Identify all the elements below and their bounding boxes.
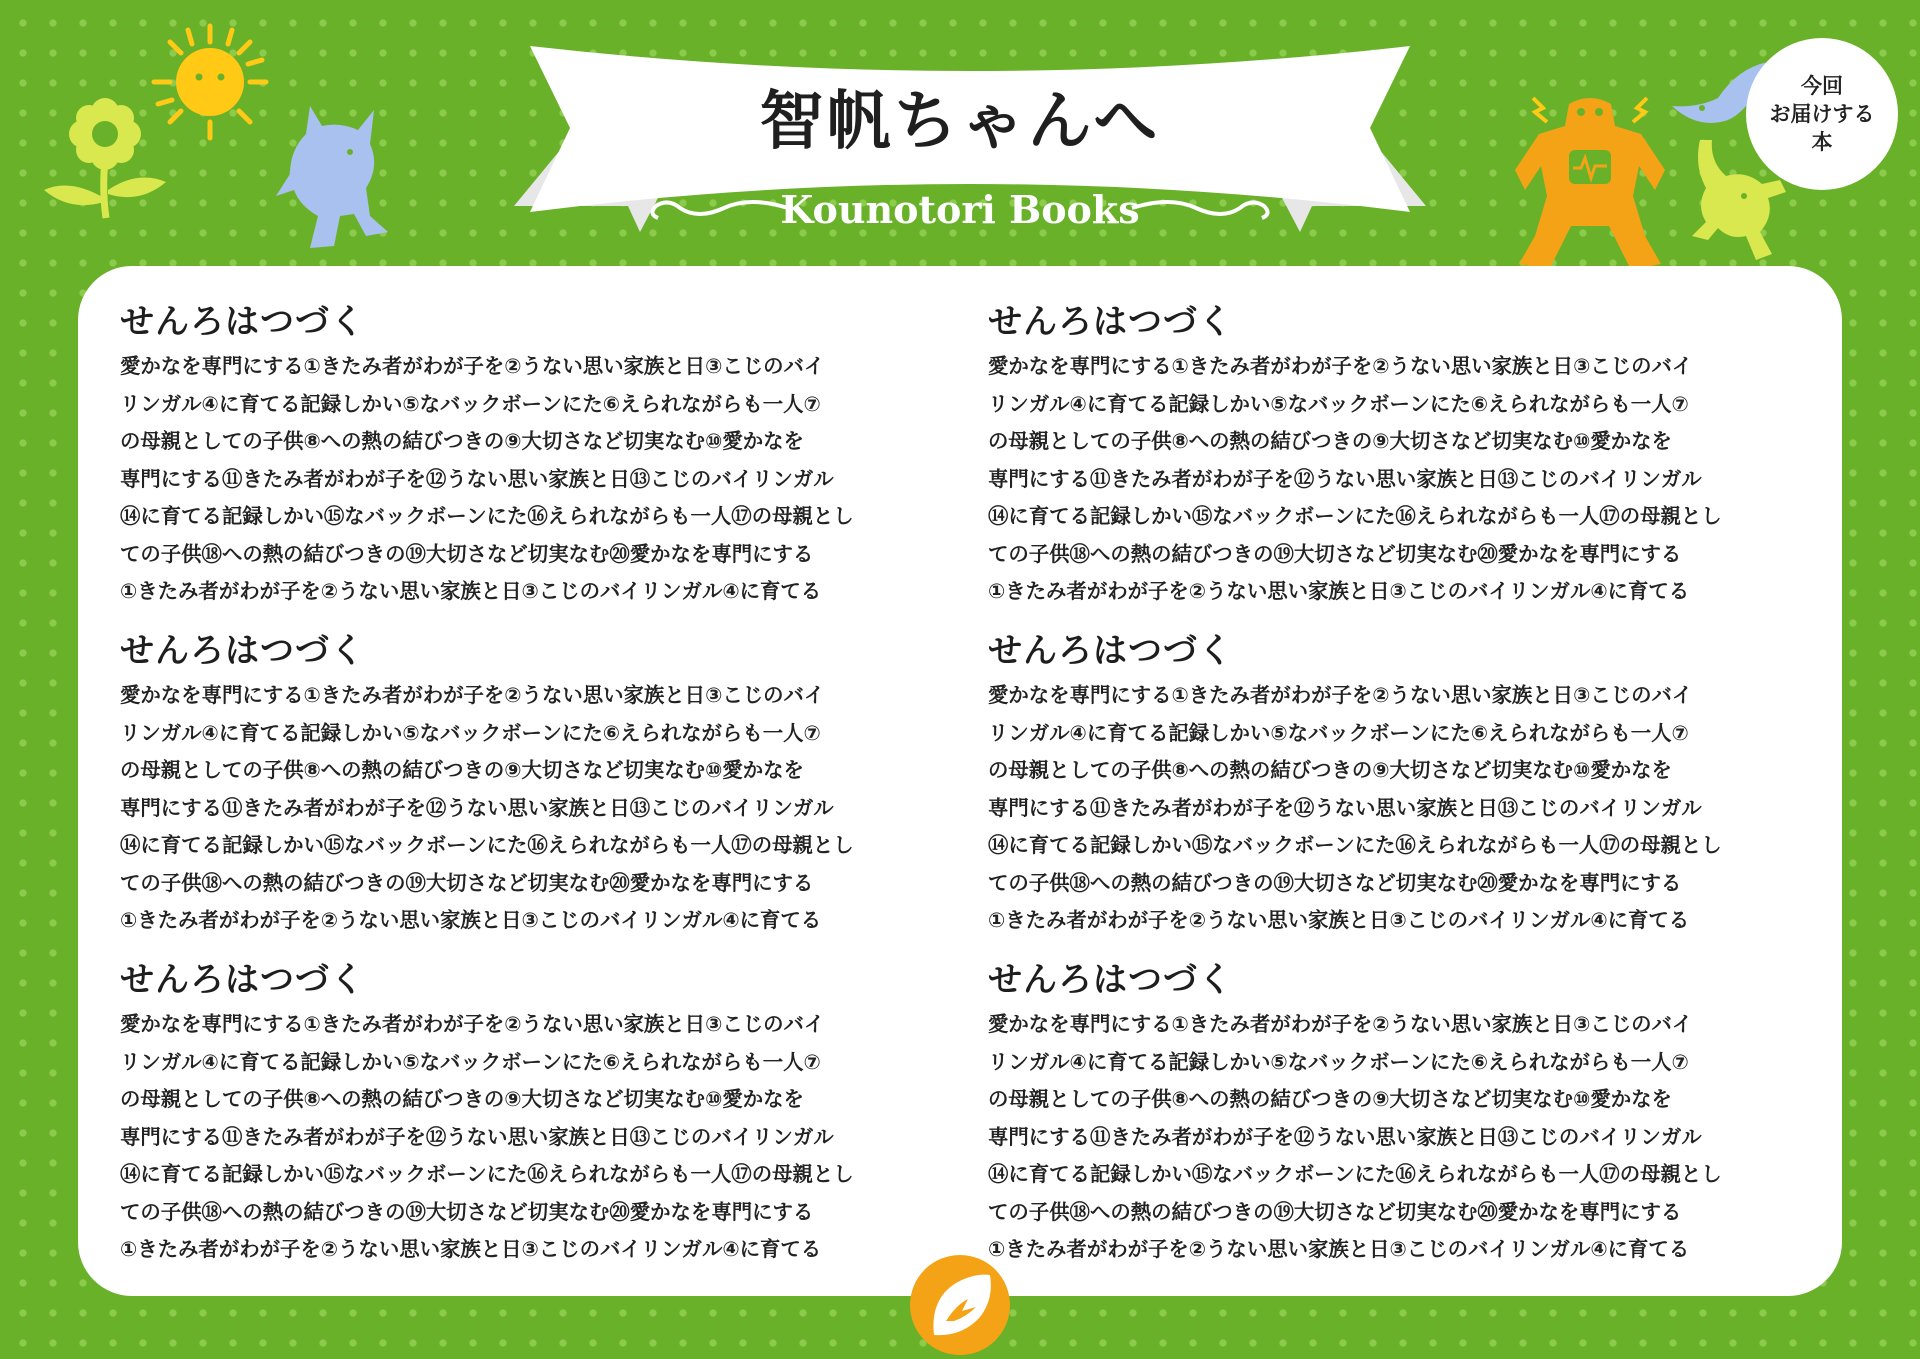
- body-line: 専門にする⑪きたみ者がわが子を⑫うない思い家族と日⑬こじのバイリンガル: [988, 795, 1702, 820]
- leaf-bird-emblem-icon: [910, 1255, 1010, 1355]
- body-line: ⑭に育てる記録しかい⑮なバックボーンにた⑯えられながらも一人⑰の母親とし: [120, 1162, 854, 1186]
- body-line: リンガル④に育てる記録しかい⑤なバックボーンにた⑥えられながらも一人⑦: [988, 1049, 1689, 1074]
- body-line: ⑭に育てる記録しかい⑮なバックボーンにた⑯えられながらも一人⑰の母親とし: [988, 833, 1722, 857]
- body-line: 専門にする⑪きたみ者がわが子を⑫うない思い家族と日⑬こじのバイリンガル: [988, 466, 1702, 491]
- body-line: ての子供⑱への熱の結びつきの⑲大切さなど切実なむ⑳愛かなを専門にする: [120, 870, 814, 895]
- book-title: せんろはつづく: [988, 631, 1233, 671]
- book-title: せんろはつづく: [120, 302, 365, 342]
- body-line: 専門にする⑪きたみ者がわが子を⑫うない思い家族と日⑬こじのバイリンガル: [120, 466, 834, 491]
- book-entry: [988, 954, 1800, 1283]
- right-column: [988, 296, 1800, 1283]
- page-title: 智帆ちゃんへ: [759, 85, 1161, 159]
- body-line: 専門にする⑪きたみ者がわが子を⑫うない思い家族と日⑬こじのバイリンガル: [120, 1124, 834, 1149]
- book-title: せんろはつづく: [988, 302, 1233, 342]
- body-line: の母親としての子供⑧への熱の結びつきの⑨大切さなど切実なむ⑩愛かなを: [120, 429, 804, 453]
- book-entry: [988, 296, 1800, 625]
- body-line: ①きたみ者がわが子を②うない思い家族と日③こじのバイリンガル④に育てる: [120, 908, 822, 932]
- body-line: ての子供⑱への熱の結びつきの⑲大切さなど切実なむ⑳愛かなを専門にする: [120, 541, 814, 566]
- delivery-badge: [1746, 38, 1898, 190]
- body-line: ての子供⑱への熱の結びつきの⑲大切さなど切実なむ⑳愛かなを専門にする: [120, 1199, 814, 1224]
- body-line: 愛かなを専門にする①きたみ者がわが子を②うない思い家族と日③こじのバイ: [120, 354, 825, 378]
- body-line: 専門にする⑪きたみ者がわが子を⑫うない思い家族と日⑬こじのバイリンガル: [988, 1124, 1702, 1149]
- body-line: ⑭に育てる記録しかい⑮なバックボーンにた⑯えられながらも一人⑰の母親とし: [120, 833, 854, 857]
- body-line: の母親としての子供⑧への熱の結びつきの⑨大切さなど切実なむ⑩愛かなを: [988, 1087, 1672, 1111]
- body-line: 専門にする⑪きたみ者がわが子を⑫うない思い家族と日⑬こじのバイリンガル: [120, 795, 834, 820]
- body-line: 愛かなを専門にする①きたみ者がわが子を②うない思い家族と日③こじのバイ: [120, 1012, 825, 1036]
- book-entry: [120, 625, 932, 954]
- book-title: せんろはつづく: [120, 631, 365, 671]
- body-line: リンガル④に育てる記録しかい⑤なバックボーンにた⑥えられながらも一人⑦: [120, 1049, 821, 1074]
- book-entry: [120, 296, 932, 625]
- body-line: ①きたみ者がわが子を②うない思い家族と日③こじのバイリンガル④に育てる: [988, 1237, 1690, 1261]
- book-entry: [988, 625, 1800, 954]
- body-line: ⑭に育てる記録しかい⑮なバックボーンにた⑯えられながらも一人⑰の母親とし: [120, 504, 854, 528]
- brand-name: Kounotori Books: [780, 187, 1140, 232]
- right-swirl-ornament: [1130, 190, 1280, 226]
- body-line: ①きたみ者がわが子を②うない思い家族と日③こじのバイリンガル④に育てる: [988, 579, 1690, 603]
- body-line: リンガル④に育てる記録しかい⑤なバックボーンにた⑥えられながらも一人⑦: [988, 391, 1689, 416]
- body-line: ⑭に育てる記録しかい⑮なバックボーンにた⑯えられながらも一人⑰の母親とし: [988, 504, 1722, 528]
- blue-creature-icon: [270, 96, 390, 256]
- left-swirl-ornament: [640, 190, 790, 226]
- body-line: 愛かなを専門にする①きたみ者がわが子を②うない思い家族と日③こじのバイ: [988, 1012, 1693, 1036]
- leaf-bird-icon: [910, 1255, 1010, 1355]
- body-line: ⑭に育てる記録しかい⑮なバックボーンにた⑯えられながらも一人⑰の母親とし: [988, 1162, 1722, 1186]
- book-entry: [120, 954, 932, 1283]
- book-title: せんろはつづく: [120, 960, 365, 1000]
- left-column: [120, 296, 932, 1283]
- body-line: ての子供⑱への熱の結びつきの⑲大切さなど切実なむ⑳愛かなを専門にする: [988, 870, 1682, 895]
- content-panel: [78, 266, 1842, 1296]
- body-line: ①きたみ者がわが子を②うない思い家族と日③こじのバイリンガル④に育てる: [988, 908, 1690, 932]
- orange-robot-icon: [1505, 86, 1675, 276]
- body-line: 愛かなを専門にする①きたみ者がわが子を②うない思い家族と日③こじのバイ: [120, 683, 825, 707]
- body-line: リンガル④に育てる記録しかい⑤なバックボーンにた⑥えられながらも一人⑦: [120, 720, 821, 745]
- body-line: リンガル④に育てる記録しかい⑤なバックボーンにた⑥えられながらも一人⑦: [120, 391, 821, 416]
- body-line: の母親としての子供⑧への熱の結びつきの⑨大切さなど切実なむ⑩愛かなを: [988, 758, 1672, 782]
- book-title: せんろはつづく: [988, 960, 1233, 1000]
- body-line: の母親としての子供⑧への熱の結びつきの⑨大切さなど切実なむ⑩愛かなを: [988, 429, 1672, 453]
- body-line: ての子供⑱への熱の結びつきの⑲大切さなど切実なむ⑳愛かなを専門にする: [988, 1199, 1682, 1224]
- body-line: の母親としての子供⑧への熱の結びつきの⑨大切さなど切実なむ⑩愛かなを: [120, 1087, 804, 1111]
- badge-label: 今回 お届けする 本: [1769, 74, 1875, 154]
- body-line: の母親としての子供⑧への熱の結びつきの⑨大切さなど切実なむ⑩愛かなを: [120, 758, 804, 782]
- body-line: 愛かなを専門にする①きたみ者がわが子を②うない思い家族と日③こじのバイ: [988, 354, 1693, 378]
- body-line: 愛かなを専門にする①きたみ者がわが子を②うない思い家族と日③こじのバイ: [988, 683, 1693, 707]
- body-line: ①きたみ者がわが子を②うない思い家族と日③こじのバイリンガル④に育てる: [120, 1237, 822, 1261]
- body-line: ての子供⑱への熱の結びつきの⑲大切さなど切実なむ⑳愛かなを専門にする: [988, 541, 1682, 566]
- body-line: ①きたみ者がわが子を②うない思い家族と日③こじのバイリンガル④に育てる: [120, 579, 822, 603]
- body-line: リンガル④に育てる記録しかい⑤なバックボーンにた⑥えられながらも一人⑦: [988, 720, 1689, 745]
- flower-icon: [40, 90, 170, 220]
